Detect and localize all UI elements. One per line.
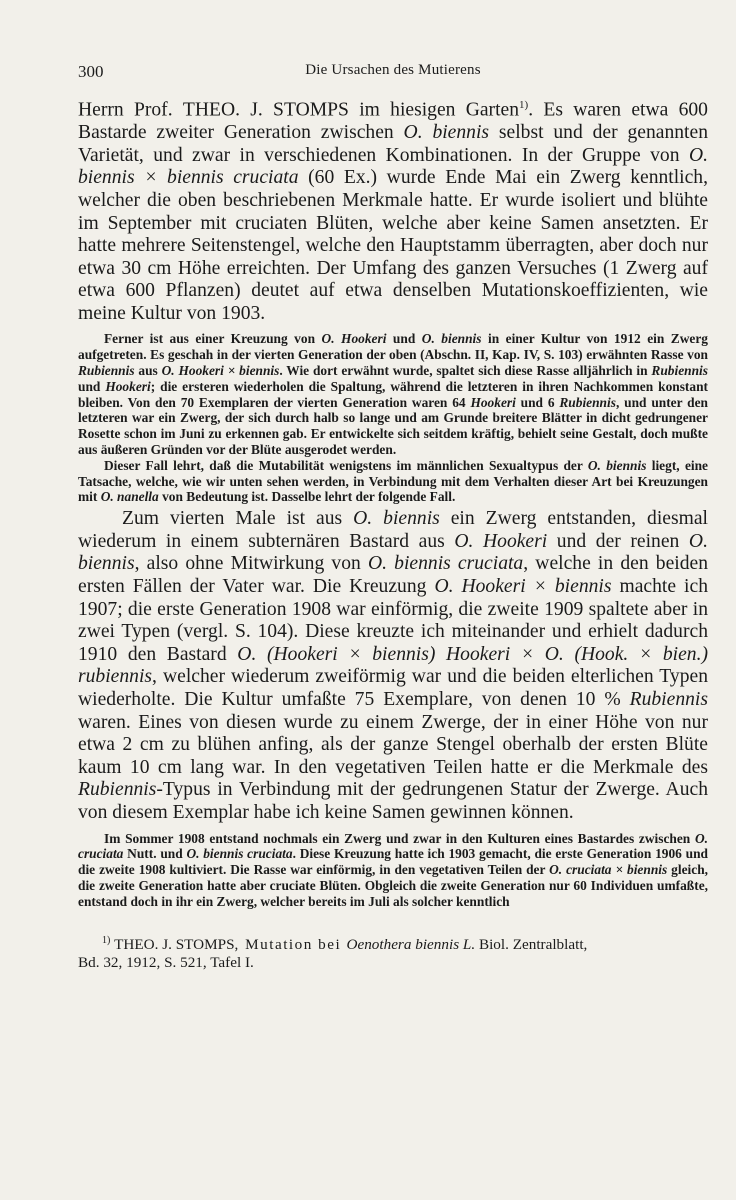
small-paragraph-3: Im Sommer 1908 entstand nochmals ein Zwerg und zwar in den Kulturen eines Bastardes zwischen O. cruciata Nutt. und O. biennis cruciata. Diese Kreuzung hatte ich 1903 gemacht, die erste Generation 1906 und die zweite 1908 kultiviert. Die Rasse war einförmig, in den vegetativen Teilen der O. cruciata × biennis gleich, die zweite Generation hatte aber cruciate Blüten. Obgleich die zweite Generation nur 60 Individuen umfaßte, entstand doch in ihr ein Zwerg, welcher bereits im Juli als solcher kenntlich [78, 830, 708, 909]
small-paragraph-1: Ferner ist aus einer Kreuzung von O. Hookeri und O. biennis in einer Kultur von 1912 ein Zwerg aufgetreten. Es geschah in der vierten Generation der oben (Abschn. II, Kap. IV, S. 103) erwähnten Rasse von Rubiennis aus O. Hookeri × biennis. Wie dort erwähnt wurde, spaltet sich diese Rasse alljährlich in Rubiennis und Hookeri; die ersteren wiederholen die Spaltung, während die letzteren in ihren Nachkommen konstant bleiben. Von den 70 Exemplaren der vierten Generation waren 64 Hookeri und 6 Rubiennis, und unter den letzteren war ein Zwerg, der sich durch halb so lange und am Grunde breitere Blätter in dicht gedrungener Rosette schon im Juni zu erkennen gab. Er entwickelte sich seitdem kräftig, behielt seine Gestalt, doch mußte aus äußeren Gründen vor der Blüte ausgerodet werden. [78, 331, 708, 458]
footnote-ref: 1) [519, 99, 529, 111]
running-header [78, 56, 708, 84]
page [78, 56, 708, 972]
paragraph-1: Herrn Prof. THEO. J. STOMPS im hiesigen Garten$^{1)}$. Es waren etwa 600 Bastarde zweiter Generation zwischen O. biennis selbst und der genannten Varietät, und zwar in verschiedenen Kombinationen. In der Gruppe von O. biennis × biennis cruciata (60 Ex.) wurde Ende Mai ein Zwerg kenntlich, welcher die oben beschriebenen Merkmale hatte. Er wurde isoliert und blühte im September mit cruciaten Blüten, welche aber keine Samen ansetzten. Er hatte mehrere Seitenstengel, welche den Hauptstamm überragten, aber doch nur etwa 30 cm Höhe erreichten. Der Umfang des ganzen Versuches (1 Zwerg auf etwa 600 Pflanzen) deutet auf etwa denselben Mutationskoeffizienten, wie meine Kultur von 1903. [78, 99, 709, 324]
footnote-line-2: Bd. 32, 1912, S. 521, Tafel I. [78, 953, 254, 971]
footnote-marker: 1) [102, 934, 111, 946]
page-number: 300 [78, 62, 104, 81]
paragraph-2: Zum vierten Male ist aus O. biennis ein Zwerg entstanden, diesmal wiederum in einem subternären Bastard aus O. Hookeri und der reinen O. biennis, also ohne Mitwirkung von O. biennis cruciata, welche in den beiden ersten Fällen der Vater war. Die Kreuzung O. Hookeri × biennis machte ich 1907; die erste Generation 1908 war einförmig, die zweite 1909 spaltete aber in zwei Typen (vergl. S. 104). Diese kreuzte ich miteinander und erhielt dadurch 1910 den Bastard O. (Hookeri × biennis) Hookeri × O. (Hook. × bien.) rubiennis, welcher wiederum zweiförmig war und die beiden elterlichen Typen wiederholte. Die Kultur umfaßte 75 Exemplare, von denen 10 % Rubiennis waren. Eines von diesen wurde zu einem Zwerge, der in einer Höhe von nur etwa 2 cm zu blühen anfing, als der ganze Stengel oberhalb der ersten Blüte kaum 10 cm lang war. In den vegetativen Teilen hatte er die Merkmale des Rubiennis-Typus in Verbindung mit der gedrungenen Statur der Zwerge. Auch von diesem Exemplar habe ich keine Samen gewinnen können. [78, 508, 709, 823]
footnote-author: THEO. J. STOMPS [114, 935, 235, 953]
footnote-species: Oenothera biennis L. [346, 935, 476, 953]
footnote: $^{1)}$ THEO. J. STOMPS, Mutation bei Oenothera biennis L. Biol. Zentralblatt, Bd. 32, 1912, S. 521, Tafel I. [78, 932, 708, 972]
running-title: Die Ursachen des Mutierens [305, 62, 481, 78]
small-paragraph-2: Dieser Fall lehrt, daß die Mutabilität wenigstens im männlichen Sexualtypus der O. biennis liegt, eine Tatsache, welche, wie wir unten sehen werden, in Verbindung mit dem Verhalten dieser Art bei Kreuzungen mit O. nanella von Bedeutung ist. Dasselbe lehrt der folgende Fall. [78, 457, 708, 505]
